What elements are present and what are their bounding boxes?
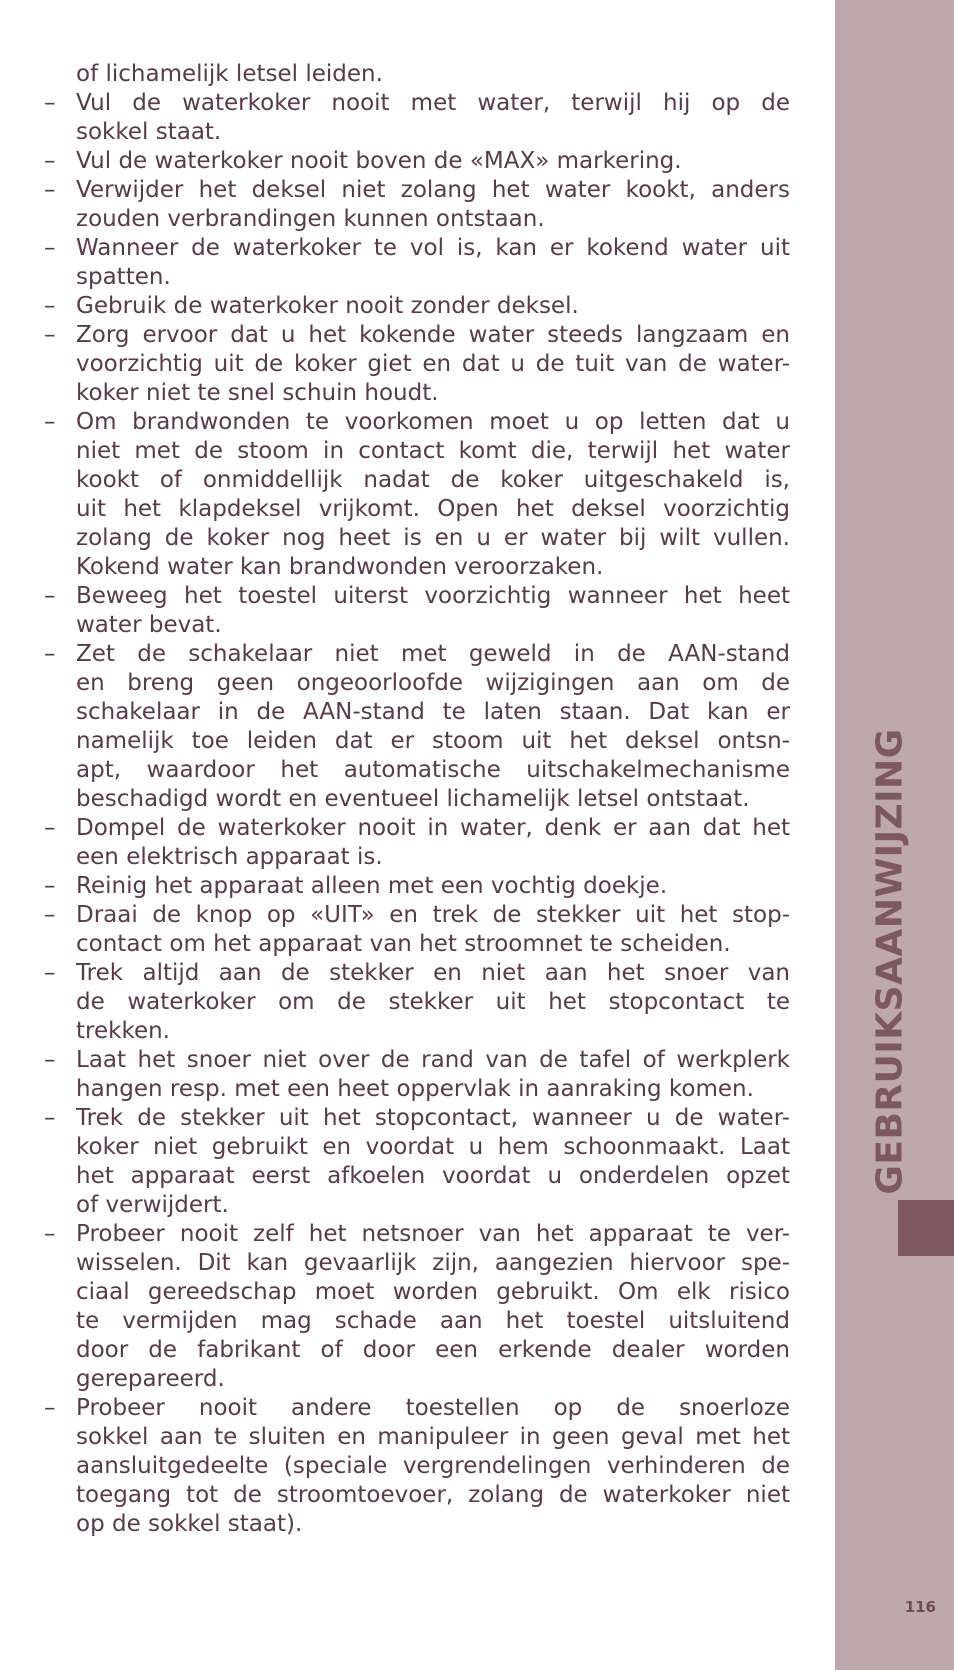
text-line xyxy=(44,349,789,380)
text-line xyxy=(44,465,789,496)
line-text: Trek de stekker uit het stopcontact, wanneer u de water- xyxy=(76,1105,790,1131)
bullet-dash: – xyxy=(44,1047,56,1073)
line-text: hangen resp. met een heet oppervlak in aanraking komen. xyxy=(76,1076,754,1102)
line-text: namelijk toe leiden dat er stoom uit het deksel ontsn- xyxy=(76,728,790,754)
text-line xyxy=(44,929,789,960)
line-text: Laat het snoer niet over de rand van de tafel of werkplerk xyxy=(76,1047,790,1073)
text-line xyxy=(44,639,789,670)
text-line xyxy=(44,1335,789,1366)
line-text: de waterkoker om de stekker uit het stopcontact te xyxy=(76,989,790,1015)
line-text: apt, waardoor het automatische uitschakelmechanisme xyxy=(76,757,790,783)
text-line xyxy=(44,987,789,1018)
line-text: Zet de schakelaar niet met geweld in de AAN-stand xyxy=(76,641,790,667)
line-text: door de fabrikant of door een erkende dealer worden xyxy=(76,1337,790,1363)
bullet-dash: – xyxy=(44,1221,56,1247)
line-text: op de sokkel staat). xyxy=(76,1511,303,1537)
line-text: contact om het apparaat van het stroomnet te scheiden. xyxy=(76,931,731,957)
line-text: kookt of onmiddellijk nadat de koker uitgeschakeld is, xyxy=(76,467,790,493)
line-text: Verwijder het deksel niet zolang het water kookt, anders xyxy=(76,177,790,203)
bullet-dash: – xyxy=(44,960,56,986)
line-text: water bevat. xyxy=(76,612,222,638)
line-text: Dompel de waterkoker nooit in water, denk er aan dat het xyxy=(76,815,790,841)
text-line xyxy=(44,1219,789,1250)
text-line xyxy=(44,1277,789,1308)
text-line xyxy=(44,726,789,757)
text-line xyxy=(44,668,789,699)
line-text: uit het klapdeksel vrijkomt. Open het deksel voorzichtig xyxy=(76,496,790,522)
line-text: het apparaat eerst afkoelen voordat u onderdelen opzet xyxy=(76,1163,790,1189)
line-text: voorzichtig uit de koker giet en dat u de tuit van de water- xyxy=(76,351,790,377)
text-line xyxy=(44,378,789,409)
bullet-dash: – xyxy=(44,148,56,174)
line-text: Gebruik de waterkoker nooit zonder deksel. xyxy=(76,293,579,319)
section-tab-marker xyxy=(898,1200,954,1256)
text-line xyxy=(44,1016,789,1047)
text-line xyxy=(44,1480,789,1511)
text-line xyxy=(44,900,789,931)
text-line xyxy=(44,813,789,844)
line-text: Vul de waterkoker nooit boven de «MAX» markering. xyxy=(76,148,682,174)
text-line xyxy=(44,1103,789,1134)
text-line xyxy=(44,59,789,90)
text-line xyxy=(44,784,789,815)
text-line xyxy=(44,494,789,525)
line-text: ciaal gereedschap moet worden gebruikt. Om elk risico xyxy=(76,1279,790,1305)
bullet-dash: – xyxy=(44,235,56,261)
bullet-dash: – xyxy=(44,177,56,203)
section-title-container xyxy=(850,727,930,1195)
text-line xyxy=(44,842,789,873)
text-line xyxy=(44,1132,789,1163)
bullet-dash: – xyxy=(44,873,56,899)
line-text: Wanneer de waterkoker te vol is, kan er kokend water uit xyxy=(76,235,790,261)
text-line xyxy=(44,320,789,351)
line-text: Probeer nooit zelf het netsnoer van het apparaat te ver- xyxy=(76,1221,790,1247)
line-text: zolang de koker nog heet is en u er water bij wilt vullen. xyxy=(76,525,790,551)
page-number: 116 xyxy=(904,1598,936,1616)
text-line xyxy=(44,204,789,235)
line-text: koker niet te snel schuin houdt. xyxy=(76,380,439,406)
line-text: trekken. xyxy=(76,1018,170,1044)
line-text: Vul de waterkoker nooit met water, terwijl hij op de xyxy=(76,90,790,116)
line-text: niet met de stoom in contact komt die, terwijl het water xyxy=(76,438,790,464)
bullet-dash: – xyxy=(44,815,56,841)
text-line xyxy=(44,755,789,786)
line-text: toegang tot de stroomtoevoer, zolang de waterkoker niet xyxy=(76,1482,790,1508)
line-text: Beweeg het toestel uiterst voorzichtig wanneer het heet xyxy=(76,583,790,609)
text-line xyxy=(44,697,789,728)
text-line xyxy=(44,1190,789,1221)
bullet-dash: – xyxy=(44,583,56,609)
text-line xyxy=(44,958,789,989)
line-text: gerepareerd. xyxy=(76,1366,225,1392)
line-text: zouden verbrandingen kunnen ontstaan. xyxy=(76,206,545,232)
line-text: te vermijden mag schade aan het toestel uitsluitend xyxy=(76,1308,790,1334)
text-line xyxy=(44,1074,789,1105)
text-line xyxy=(44,291,789,322)
line-text: beschadigd wordt en eventueel lichamelijk letsel ontstaat. xyxy=(76,786,750,812)
text-line xyxy=(44,175,789,206)
line-text: sokkel staat. xyxy=(76,119,222,145)
text-line xyxy=(44,552,789,583)
bullet-dash: – xyxy=(44,641,56,667)
bullet-dash: – xyxy=(44,409,56,435)
bullet-dash: – xyxy=(44,293,56,319)
line-text: Om brandwonden te voorkomen moet u op letten dat u xyxy=(76,409,790,435)
line-text: Draai de knop op «UIT» en trek de stekker uit het stop- xyxy=(76,902,790,928)
line-text: Trek altijd aan de stekker en niet aan het snoer van xyxy=(76,960,790,986)
text-line xyxy=(44,523,789,554)
bullet-dash: – xyxy=(44,902,56,928)
text-line xyxy=(44,117,789,148)
line-text: Probeer nooit andere toestellen op de snoerloze xyxy=(76,1395,790,1421)
text-line xyxy=(44,262,789,293)
line-text: een elektrisch apparaat is. xyxy=(76,844,383,870)
bullet-dash: – xyxy=(44,90,56,116)
text-line xyxy=(44,146,789,177)
line-text: schakelaar in de AAN-stand te laten staan. Dat kan er xyxy=(76,699,790,725)
line-text: aansluitgedeelte (speciale vergrendelingen verhinderen de xyxy=(76,1453,790,1479)
text-line xyxy=(44,610,789,641)
text-line xyxy=(44,233,789,264)
bullet-dash: – xyxy=(44,1105,56,1131)
line-text: wisselen. Dit kan gevaarlijk zijn, aangezien hiervoor spe- xyxy=(76,1250,790,1276)
line-text: spatten. xyxy=(76,264,171,290)
line-text: Kokend water kan brandwonden veroorzaken. xyxy=(76,554,604,580)
line-text: sokkel aan te sluiten en manipuleer in geen geval met het xyxy=(76,1424,790,1450)
text-line xyxy=(44,88,789,119)
text-line xyxy=(44,581,789,612)
text-line xyxy=(44,1161,789,1192)
text-line xyxy=(44,1364,789,1395)
text-line xyxy=(44,1393,789,1424)
line-text: koker niet gebruikt en voordat u hem schoonmaakt. Laat xyxy=(76,1134,790,1160)
line-text: of verwijdert. xyxy=(76,1192,229,1218)
text-line xyxy=(44,1422,789,1453)
text-line xyxy=(44,871,789,902)
text-line xyxy=(44,1306,789,1337)
text-line xyxy=(44,407,789,438)
text-line xyxy=(44,1248,789,1279)
line-text: of lichamelijk letsel leiden. xyxy=(76,61,383,87)
text-line xyxy=(44,1045,789,1076)
bullet-dash: – xyxy=(44,322,56,348)
text-line xyxy=(44,1509,789,1540)
line-text: Reinig het apparaat alleen met een vochtig doekje. xyxy=(76,873,668,899)
section-title: GEBRUIKSAANWIJZING xyxy=(869,727,911,1195)
bullet-dash: – xyxy=(44,1395,56,1421)
text-line xyxy=(44,1451,789,1482)
line-text: Zorg ervoor dat u het kokende water steeds langzaam en xyxy=(76,322,790,348)
line-text: en breng geen ongeoorloofde wijzigingen aan om de xyxy=(76,670,790,696)
text-line xyxy=(44,436,789,467)
